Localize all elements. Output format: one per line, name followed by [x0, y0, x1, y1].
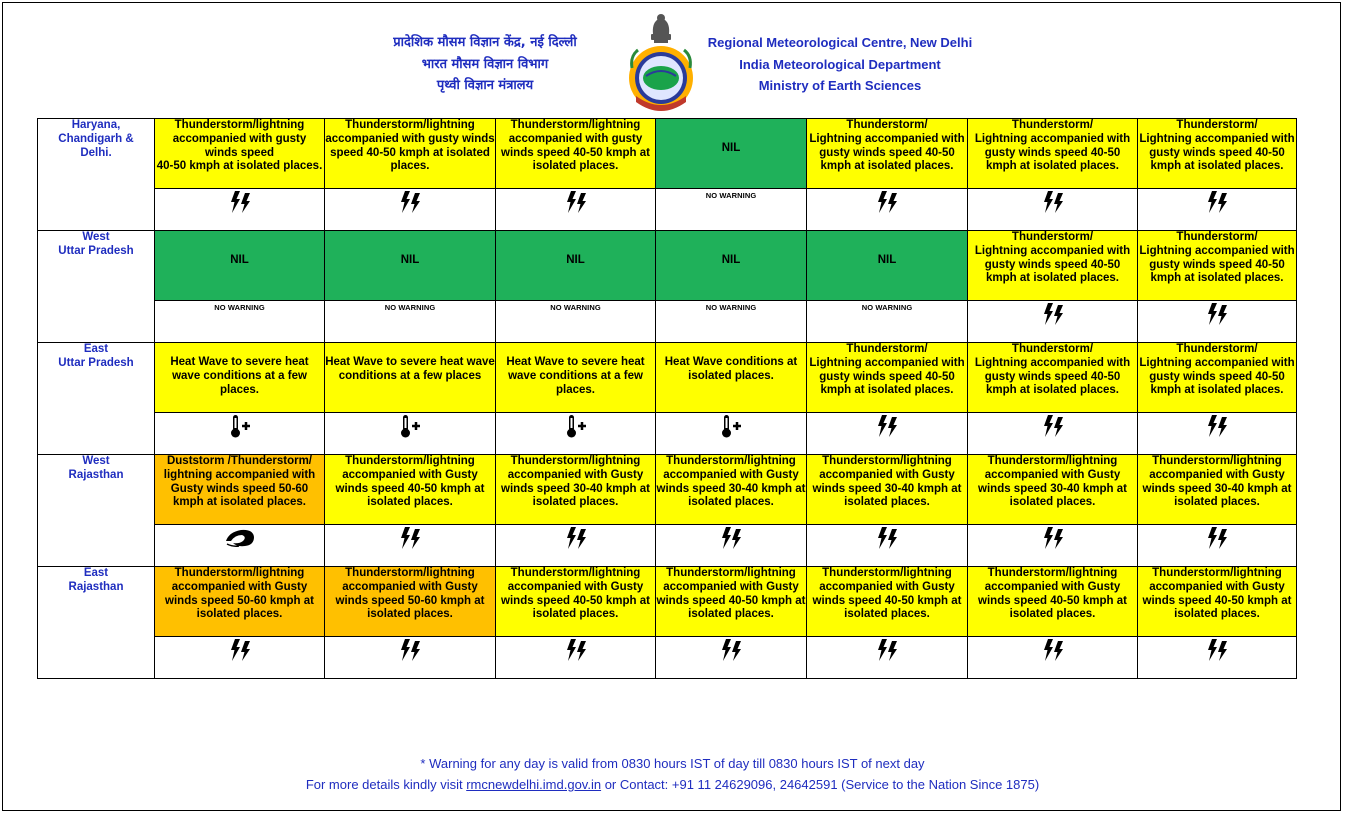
warning-text-cell: NIL [656, 119, 807, 189]
warning-icon-cell [656, 189, 807, 231]
warning-text-cell: Thunderstorm/ Lightning accompanied with gusty winds speed 40-50 kmph at isolated places. [1138, 231, 1297, 301]
warning-icon-cell [656, 525, 807, 567]
region-icon-row [38, 525, 1297, 567]
warning-table [37, 118, 1297, 679]
contact-details [0, 777, 1345, 792]
lightning-icon [1040, 301, 1066, 327]
duststorm-icon [223, 525, 257, 549]
thermometer-icon [718, 413, 744, 439]
lightning-icon [227, 637, 253, 663]
warning-text-cell: Heat Wave to severe heat wave conditions at a few places. [496, 343, 656, 413]
warning-icon-cell [155, 525, 325, 567]
warning-icon-cell [496, 637, 656, 679]
lightning-icon [1040, 525, 1066, 551]
warning-text-cell: Thunderstorm/lightning accompanied with Gusty winds speed 30-40 kmph at isolated places. [496, 455, 656, 525]
lightning-icon [563, 189, 589, 215]
lightning-icon [874, 525, 900, 551]
warning-text-cell: Duststorm /Thunderstorm/ lightning accompanied with Gusty winds speed 50-60 kmph at isolated places. [155, 455, 325, 525]
warning-text-cell: Thunderstorm/ Lightning accompanied with gusty winds speed 40-50 kmph at isolated places. [807, 119, 968, 189]
thermometer-icon [397, 413, 423, 439]
lightning-icon [1204, 637, 1230, 663]
warning-text-cell: Thunderstorm/lightning accompanied with Gusty winds speed 40-50 kmph at isolated places. [496, 567, 656, 637]
no-warning-label: NO WARNING [214, 303, 265, 312]
region-text-row [38, 231, 1297, 301]
warning-text-cell: Thunderstorm/ Lightning accompanied with gusty winds speed 40-50 kmph at isolated places. [968, 231, 1138, 301]
warning-icon-cell [968, 189, 1138, 231]
contact-suffix: or Contact: +91 11 24629096, 24642591 (Service to the Nation Since 1875) [601, 777, 1040, 792]
region-icon-row [38, 413, 1297, 455]
region-icon-row [38, 189, 1297, 231]
warning-text-cell: Thunderstorm/lightning accompanied with gusty winds speed 40-50 kmph at isolated places. [325, 119, 496, 189]
header-hindi-line-2: भारत मौसम विज्ञान विभाग [421, 56, 549, 72]
lightning-icon [1204, 525, 1230, 551]
warning-text-cell: Thunderstorm/lightning accompanied with Gusty winds speed 40-50 kmph at isolated places. [1138, 567, 1297, 637]
warning-text-cell: Thunderstorm/ Lightning accompanied with gusty winds speed 40-50 kmph at isolated places. [807, 343, 968, 413]
warning-text-cell: NIL [656, 231, 807, 301]
warning-text-cell: Thunderstorm/lightning accompanied with gusty winds speed 40-50 kmph at isolated places. [496, 119, 656, 189]
lightning-icon [1204, 413, 1230, 439]
warning-text-cell: Thunderstorm/lightning accompanied with Gusty winds speed 50-60 kmph at isolated places. [325, 567, 496, 637]
warning-text-cell: Thunderstorm/lightning accompanied with Gusty winds speed 50-60 kmph at isolated places. [155, 567, 325, 637]
warning-icon-cell [325, 189, 496, 231]
header-english [690, 32, 990, 97]
lightning-icon [718, 525, 744, 551]
region-name: Haryana, Chandigarh & Delhi. [38, 119, 155, 231]
no-warning-label: NO WARNING [705, 303, 757, 312]
lightning-icon [397, 525, 423, 551]
warning-icon-cell [325, 413, 496, 455]
website-link[interactable]: rmcnewdelhi.imd.gov.in [466, 777, 602, 792]
no-warning-label: NO WARNING [384, 303, 436, 312]
warning-text-cell: Thunderstorm/lightning accompanied with Gusty winds speed 40-50 kmph at isolated places. [656, 567, 807, 637]
region-icon-row [38, 637, 1297, 679]
warning-icon-cell [968, 525, 1138, 567]
warning-text-cell: NIL [325, 231, 496, 301]
header-english-line-3: Ministry of Earth Sciences [758, 78, 922, 93]
warning-text-cell: NIL [496, 231, 656, 301]
region-name: East Rajasthan [38, 567, 155, 679]
warning-icon-cell [496, 301, 656, 343]
warning-icon-cell [968, 637, 1138, 679]
warning-icon-cell [1138, 413, 1297, 455]
validity-note: * Warning for any day is valid from 0830 hours IST of day till 0830 hours IST of next day [420, 756, 925, 771]
header-english-line-2: India Meteorological Department [739, 56, 941, 72]
region-name: East Uttar Pradesh [38, 343, 155, 455]
warning-text-cell: Thunderstorm/lightning accompanied with Gusty winds speed 40-50 kmph at isolated places. [968, 567, 1138, 637]
lightning-icon [1040, 189, 1066, 215]
warning-icon-cell [807, 637, 968, 679]
warning-icon-cell [155, 637, 325, 679]
lightning-icon [1040, 413, 1066, 439]
warning-icon-cell [807, 525, 968, 567]
warning-icon-cell [656, 637, 807, 679]
warning-text-cell: Thunderstorm/lightning accompanied with Gusty winds speed 30-40 kmph at isolated places. [807, 455, 968, 525]
warning-icon-cell [325, 637, 496, 679]
warning-icon-cell [496, 525, 656, 567]
lightning-icon [1204, 189, 1230, 215]
warning-icon-cell [968, 413, 1138, 455]
lightning-icon [1204, 301, 1230, 327]
region-name: West Rajasthan [38, 455, 155, 567]
warning-text-cell: Thunderstorm/lightning accompanied with Gusty winds speed 30-40 kmph at isolated places. [1138, 455, 1297, 525]
warning-text-cell: Heat Wave conditions at isolated places. [656, 343, 807, 413]
warning-text-cell: Thunderstorm/lightning accompanied with gusty winds speed 40-50 kmph at isolated places. [155, 119, 325, 189]
lightning-icon [397, 189, 423, 215]
warning-icon-cell [656, 413, 807, 455]
region-icon-row [38, 301, 1297, 343]
no-warning-label: NO WARNING [861, 303, 913, 312]
warning-icon-cell [155, 301, 325, 343]
lightning-icon [1040, 637, 1066, 663]
warning-text-cell: Thunderstorm/ Lightning accompanied with gusty winds speed 40-50 kmph at isolated places. [1138, 343, 1297, 413]
warning-text-cell: NIL [807, 231, 968, 301]
warning-icon-cell [155, 189, 325, 231]
warning-text-cell: NIL [155, 231, 325, 301]
warning-text-cell: Heat Wave to severe heat wave conditions at a few places. [155, 343, 325, 413]
warning-icon-cell [807, 413, 968, 455]
header-hindi-line-1: प्रादेशिक मौसम विज्ञान केंद्र, नई दिल्ली [393, 35, 577, 50]
thermometer-icon [227, 413, 253, 439]
lightning-icon [397, 637, 423, 663]
warning-text-cell: Thunderstorm/lightning accompanied with Gusty winds speed 30-40 kmph at isolated places. [656, 455, 807, 525]
warning-text-cell: Thunderstorm/lightning accompanied with Gusty winds speed 40-50 kmph at isolated places. [807, 567, 968, 637]
warning-icon-cell [1138, 637, 1297, 679]
warning-icon-cell [807, 189, 968, 231]
warning-text-cell: Heat Wave to severe heat wave conditions at a few places [325, 343, 496, 413]
warning-text-cell: Thunderstorm/lightning accompanied with Gusty winds speed 40-50 kmph at isolated places. [325, 455, 496, 525]
warning-icon-cell [155, 413, 325, 455]
no-warning-label: NO WARNING [705, 191, 757, 200]
warning-text-cell: Thunderstorm/lightning accompanied with Gusty winds speed 30-40 kmph at isolated places. [968, 455, 1138, 525]
header-english-line-1: Regional Meteorological Centre, New Delhi [707, 35, 973, 50]
warning-icon-cell [496, 413, 656, 455]
lightning-icon [874, 189, 900, 215]
region-text-row [38, 567, 1297, 637]
warning-text-cell: Thunderstorm/ Lightning accompanied with gusty winds speed 40-50 kmph at isolated places. [968, 343, 1138, 413]
lightning-icon [874, 637, 900, 663]
warning-text-cell: Thunderstorm/ Lightning accompanied with gusty winds speed 40-50 kmph at isolated places. [968, 119, 1138, 189]
lightning-icon [563, 525, 589, 551]
contact-prefix: For more details kindly visit [305, 777, 467, 792]
warning-icon-cell [968, 301, 1138, 343]
no-warning-label: NO WARNING [550, 303, 601, 312]
header-hindi [340, 32, 630, 97]
warning-icon-cell [807, 301, 968, 343]
region-text-row [38, 119, 1297, 189]
region-name: West Uttar Pradesh [38, 231, 155, 343]
warning-icon-cell [1138, 525, 1297, 567]
thermometer-icon [563, 413, 589, 439]
lightning-icon [874, 413, 900, 439]
region-text-row [38, 455, 1297, 525]
region-text-row [38, 343, 1297, 413]
warning-icon-cell [496, 189, 656, 231]
warning-text-cell: Thunderstorm/ Lightning accompanied with gusty winds speed 40-50 kmph at isolated places. [1138, 119, 1297, 189]
warning-icon-cell [325, 301, 496, 343]
warning-icon-cell [656, 301, 807, 343]
warning-icon-cell [1138, 189, 1297, 231]
lightning-icon [563, 637, 589, 663]
lightning-icon [718, 637, 744, 663]
warning-icon-cell [1138, 301, 1297, 343]
warning-icon-cell [325, 525, 496, 567]
header-hindi-line-3: पृथ्वी विज्ञान मंत्रालय [436, 78, 534, 93]
imd-emblem-logo [624, 10, 698, 116]
lightning-icon [227, 189, 253, 215]
